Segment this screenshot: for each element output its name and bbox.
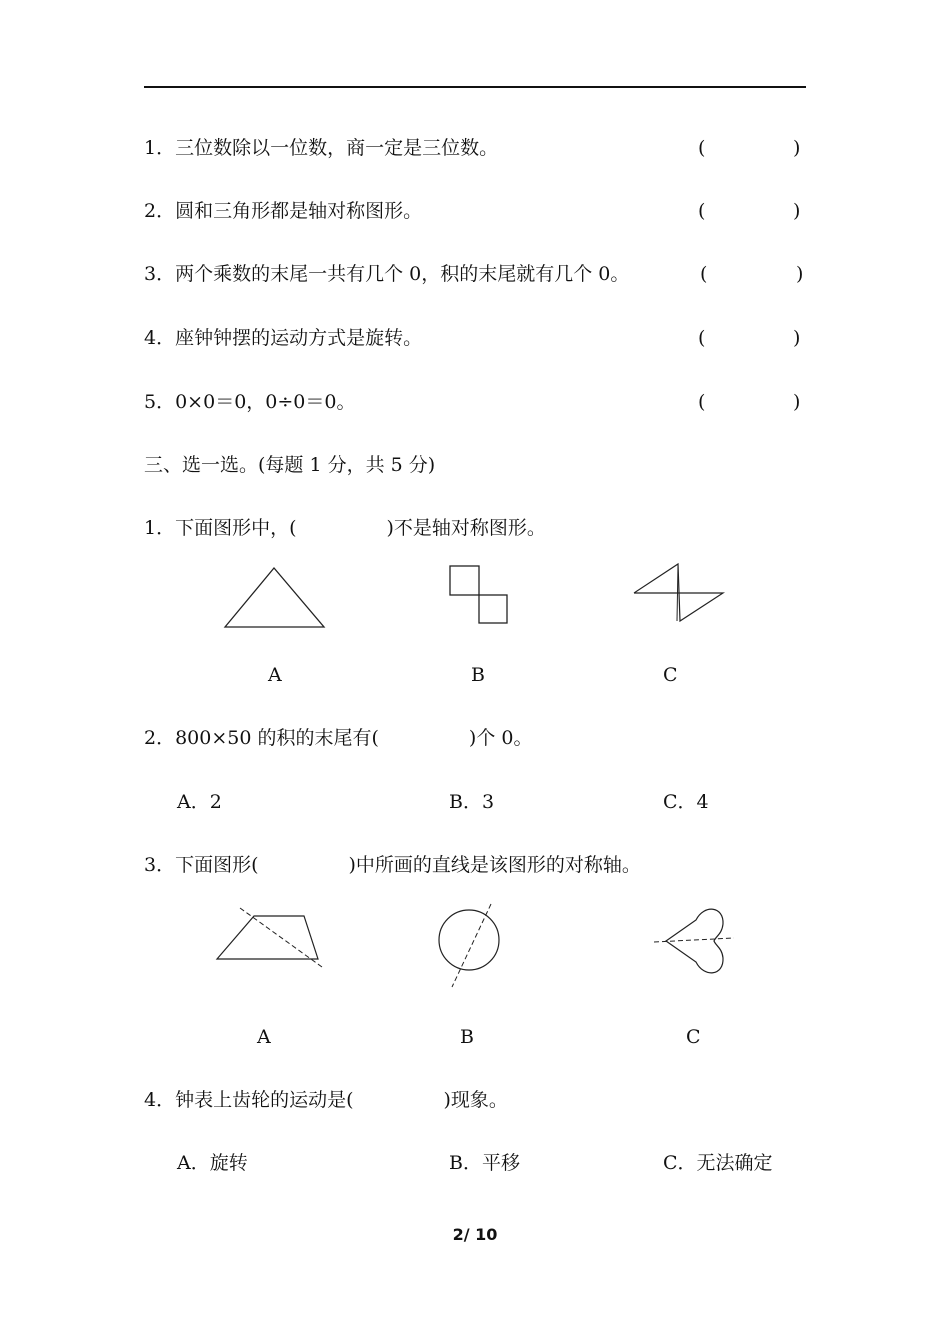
question-number: 3．	[144, 263, 176, 285]
figure-label-c: C	[686, 1026, 701, 1048]
figure-q1-c-zigzag	[633, 563, 725, 623]
question-number: 3．	[144, 854, 176, 876]
answer-paren-open: (	[698, 200, 706, 222]
answer-paren-close: )	[796, 263, 804, 285]
judge-question-4	[144, 325, 422, 351]
option-a: A．旋转	[177, 1152, 248, 1174]
option-c: C．无法确定	[663, 1152, 773, 1174]
figure-q1-a-triangle	[224, 567, 326, 629]
answer-paren-open: (	[700, 263, 708, 285]
figure-label-b: B	[460, 1026, 474, 1048]
question-number: 2．	[144, 727, 176, 749]
question-text: 座钟钟摆的运动方式是旋转。	[175, 327, 423, 349]
option-c: C．4	[663, 791, 709, 813]
choice-question-1	[144, 515, 546, 541]
question-number: 1．	[144, 137, 176, 159]
question-number: 2．	[144, 200, 176, 222]
answer-paren-open: (	[698, 327, 706, 349]
choice-question-2	[144, 725, 532, 751]
answer-paren-close: )	[793, 200, 801, 222]
answer-paren-close: )	[793, 137, 801, 159]
answer-paren-close: )	[793, 327, 801, 349]
page-number: 2/ 10	[452, 1225, 498, 1244]
question-number: 1．	[144, 517, 176, 539]
figure-label-b: B	[471, 664, 485, 686]
figure-q3-c-heart	[652, 906, 736, 972]
figure-q3-a-trapezoid	[214, 906, 326, 970]
choice-question-3	[144, 852, 641, 878]
question-text-after: )现象。	[443, 1089, 508, 1111]
question-text-after: )中所画的直线是该图形的对称轴。	[348, 854, 641, 876]
figure-label-c: C	[663, 664, 678, 686]
question-number: 4．	[144, 327, 176, 349]
answer-paren-open: (	[698, 137, 706, 159]
question-text: 三位数除以一位数，商一定是三位数。	[175, 137, 499, 159]
answer-paren-close: )	[793, 391, 801, 413]
figure-q3-b-circle	[436, 902, 502, 992]
option-b: B．3	[449, 791, 495, 813]
header-rule	[144, 86, 806, 88]
question-number: 4．	[144, 1089, 176, 1111]
judge-question-3	[144, 261, 629, 287]
question-number: 5．	[144, 391, 176, 413]
question-text-before: 800×50 的积的末尾有(	[175, 727, 379, 749]
figure-label-a: A	[268, 664, 282, 686]
question-text-before: 钟表上齿轮的运动是(	[175, 1089, 354, 1111]
option-a: A．2	[177, 791, 222, 813]
question-text: 两个乘数的末尾一共有几个 0，积的末尾就有几个 0。	[175, 263, 630, 285]
question-text-after: )不是轴对称图形。	[386, 517, 546, 539]
question-text-before: 下面图形中，(	[175, 517, 297, 539]
figure-q1-b-two-squares	[449, 565, 509, 625]
judge-question-5	[144, 389, 355, 415]
section-title: 三、选一选。(每题 1 分，共 5 分)	[144, 454, 436, 476]
choice-question-4	[144, 1087, 508, 1113]
option-b: B．平移	[449, 1152, 520, 1174]
question-text-after: )个 0。	[468, 727, 533, 749]
judge-question-1	[144, 135, 498, 161]
judge-question-2	[144, 198, 422, 224]
figure-label-a: A	[257, 1026, 271, 1048]
question-text-before: 下面图形(	[175, 854, 259, 876]
question-text: 0×0＝0，0÷0＝0。	[175, 391, 356, 413]
answer-paren-open: (	[698, 391, 706, 413]
question-text: 圆和三角形都是轴对称图形。	[175, 200, 423, 222]
